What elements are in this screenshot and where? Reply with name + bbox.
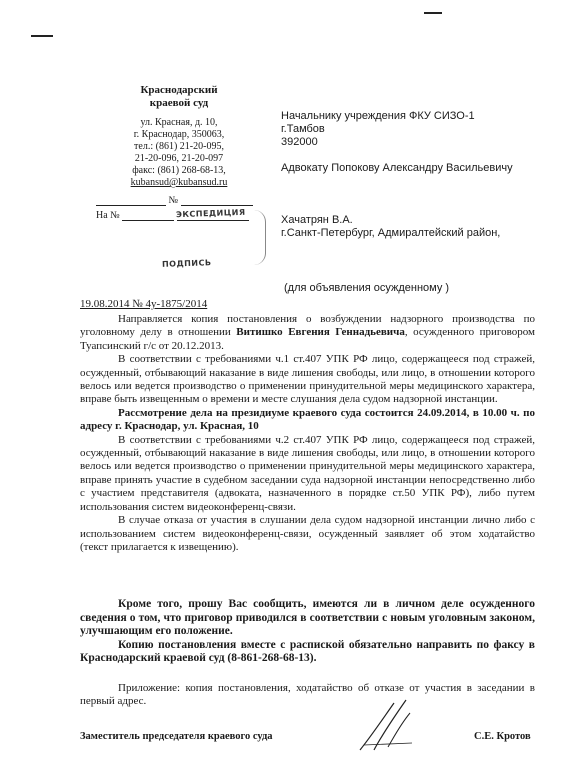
- recipient-line: [281, 201, 561, 214]
- letter-body: [80, 313, 535, 554]
- court-address: [104, 117, 254, 189]
- recipient-line: Хачатрян В.А.: [281, 214, 353, 226]
- court-name-line1: Краснодарский: [140, 84, 218, 96]
- paragraph-refusal: В случае отказа от участия в слушании дела судом надзорной инстанции лично либо с использованием систем видеоконференц-связи, осужденный заявляет об этом ходатайство (текст прилагается к извещению).: [80, 514, 535, 553]
- stamp-bracket: [243, 210, 266, 265]
- reference-label: На №: [96, 210, 120, 221]
- blank-line: [96, 205, 166, 206]
- recipient-note: (для объявления осужденному ): [284, 282, 450, 294]
- recipient-line: [281, 149, 561, 162]
- recipients-block: [281, 110, 561, 240]
- appendix-text: Приложение: копия постановления, ходатайство об отказе от участия в заседании в первый адрес.: [80, 682, 535, 708]
- address-line: факс: (861) 268-68-13,: [132, 165, 226, 176]
- signatory-position: Заместитель председателя краевого суда: [80, 731, 273, 742]
- signatory-name: С.Е. Кротов: [474, 731, 531, 742]
- blank-line: [122, 220, 174, 221]
- number-sign: №: [168, 195, 179, 206]
- recipient-line: г.Тамбов: [281, 123, 325, 135]
- paragraph-intro: Направляется копия постановления о возбуждении надзорного производства по уголовному делу в отношении Витишко Евгения Геннадьевича, осужденного приговором Туапсинский г/с от 20.12.2013.: [80, 313, 536, 352]
- paragraph-participation-right: В соответствии с требованиями ч.2 ст.407 УПК РФ лицо, содержащееся под стражей, осужденный, отбывающий наказание в виде лишения свободы, или лицо, в отношении которого велось или ведется производство о применении принудительной меры медицинского характера, вправе принять участие в судебном заседании суда надзорной инстанции непосредственно либо с участием представителя (адвоката, назначенного в порядке ст.50 УПК РФ), либо путем использования систем видеоконференц-связи.: [80, 433, 535, 513]
- paragraph-notification-right: В соответствии с требованиями ч.1 ст.407 УПК РФ лицо, содержащееся под стражей, осужденный, отбывающий наказание в виде лишения свободы, или лицо, в отношении которого велось или ведется производство о применении принудительной меры медицинского характера, вправе быть извещенным о времени и месте слушания дела судом надзорной инстанции.: [80, 353, 535, 406]
- address-line: ул. Красная, д. 10,: [140, 117, 218, 128]
- scan-mark-top-left: [31, 35, 53, 37]
- blank-line: [177, 220, 249, 221]
- address-line: г. Краснодар, 350063,: [133, 129, 225, 140]
- court-name-line2: краевой суд: [149, 97, 209, 109]
- signature-stamp: ПОДПИСЬ: [161, 258, 212, 269]
- recipient-line: г.Санкт-Петербург, Адмиралтейский район,: [281, 227, 501, 239]
- expedition-stamp: ЭКСПЕДИЦИЯ: [175, 207, 246, 220]
- court-header: [104, 84, 254, 189]
- registration-number-line: [96, 195, 253, 206]
- blank-line: [181, 205, 253, 206]
- document-reference: 19.08.2014 № 4у-1875/2014: [80, 298, 208, 310]
- paragraph-request-info: Кроме того, прошу Вас сообщить, имеются ли в личном деле осужденного сведения о том, что приговор приводился в соответствии с новым уголовным законом, улучшающим его положение.: [80, 598, 535, 638]
- recipient-line: Адвокату Попокову Александру Васильевичу: [281, 162, 513, 174]
- request-block: [80, 598, 535, 666]
- recipient-line: 392000: [281, 136, 318, 148]
- paragraph-fax-instruction: Копию постановления вместе с распиской обязательно направить по факсу в Краснодарский краевой суд (8-861-268-68-13).: [80, 638, 535, 665]
- address-line: 21-20-096, 21-20-097: [134, 153, 224, 164]
- convict-name: Витишко Евгения Геннадьевича: [236, 326, 405, 339]
- paragraph-hearing-date: Рассмотрение дела на президиуме краевого суда состоится 24.09.2014, в 10.00 ч. по адресу г. Краснодар, ул. Красная, 10: [80, 406, 535, 433]
- address-line: тел.: (861) 21-20-095,: [134, 141, 224, 152]
- handwritten-signature: [352, 695, 432, 755]
- recipient-line: Начальнику учреждения ФКУ СИЗО-1: [281, 110, 475, 122]
- recipient-line: [281, 188, 561, 201]
- scan-mark-top-right: [424, 12, 442, 14]
- appendix-block: [80, 682, 535, 709]
- court-email: kubansud@kubansud.ru: [130, 177, 228, 188]
- recipient-line: [281, 175, 561, 188]
